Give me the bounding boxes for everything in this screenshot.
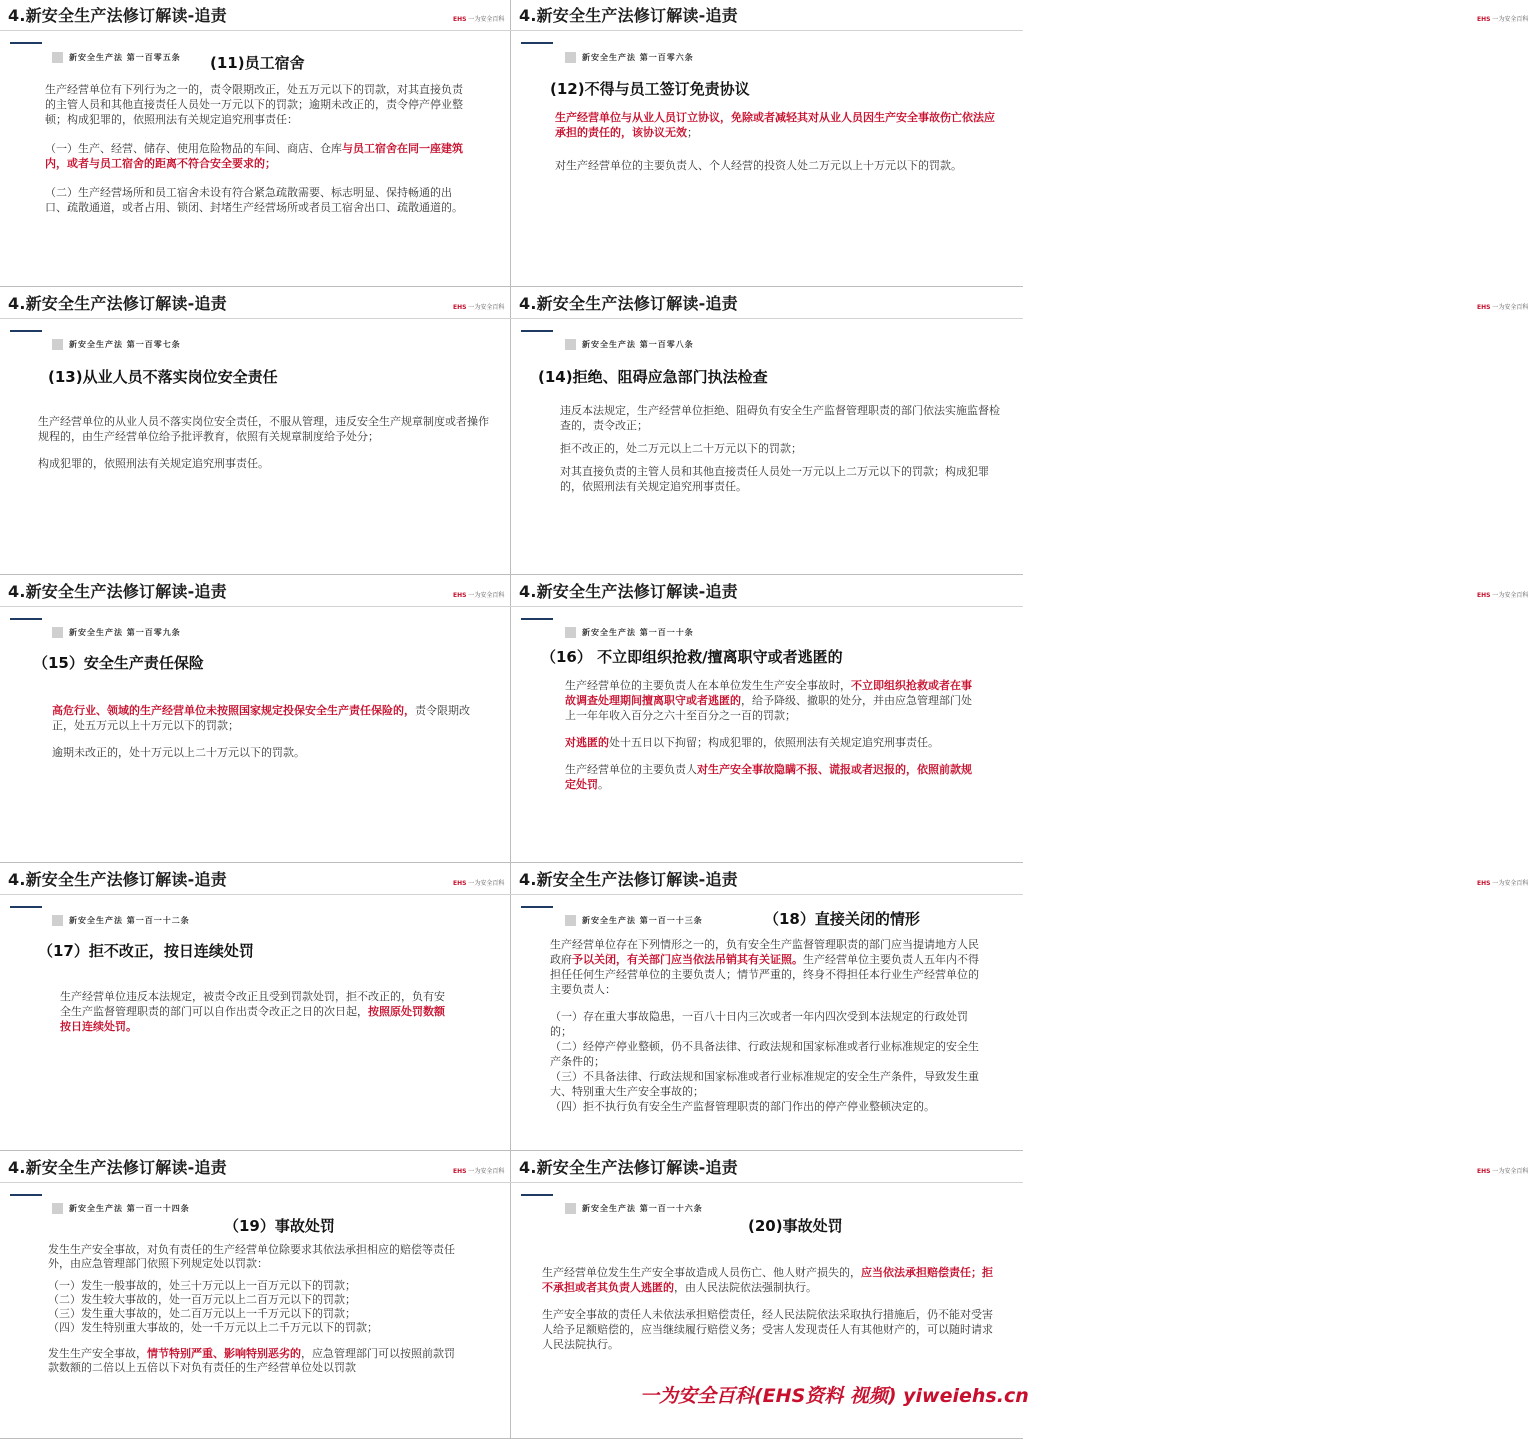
accent-bar — [521, 906, 553, 908]
paragraph — [48, 1321, 458, 1335]
body-text: 对其直接负责的主管人员和其他直接责任人员处一万元以上二万元以下的罚款；构成犯罪的，依照刑法有关规定追究刑事责任。 — [560, 465, 989, 493]
accent-bar — [10, 1194, 42, 1196]
highlight-text: 应当依法承担赔偿责任；拒不承担或者其负责人逃匿的 — [542, 1266, 993, 1294]
slide-title: 4.新安全生产法修订解读-追责 — [519, 870, 738, 889]
section-heading: (14)拒绝、阻碍应急部门执法检查 — [538, 368, 768, 386]
logo-brand: EHS — [453, 880, 467, 887]
paragraph — [565, 678, 980, 723]
article-marker — [52, 915, 63, 926]
body-text: 生产经营单位的从业人员不落实岗位安全责任，不服从管理，违反安全生产规章制度或者操作规程的，由生产经营单位给予批评教育，依照有关规章制度给予处分； — [38, 415, 489, 443]
paragraph — [38, 456, 493, 471]
logo-slogan: 一为安全百科 — [1490, 592, 1528, 599]
paragraph — [542, 1265, 997, 1295]
logo-slogan: 一为安全百科 — [466, 304, 505, 311]
body-text: 生产安全事故的责任人未依法承担赔偿责任，经人民法院依法采取执行措施后，仍不能对受害人给予足额赔偿的，应当继续履行赔偿义务；受害人发现责任人有其他财产的，可以随时请求人民法院执行。 — [542, 1308, 993, 1351]
section-heading: （18）直接关闭的情形 — [764, 910, 920, 928]
section-heading: （17）拒不改正，按日连续处罚 — [38, 942, 254, 960]
body-text: 生产经营单位的主要负责人 — [565, 763, 697, 776]
paragraph — [45, 185, 470, 215]
paragraph — [38, 414, 493, 444]
paragraph — [550, 937, 980, 997]
section-heading: （19）事故处罚 — [224, 1217, 335, 1235]
slide-title: 4.新安全生产法修订解读-追责 — [519, 582, 738, 601]
body-text: （三）不具备法律、行政法规和国家标准或者行业标准规定的安全生产条件，导致发生重大、特别重大生产安全事故的； — [550, 1070, 979, 1098]
article-marker — [52, 1203, 63, 1214]
paragraph — [48, 1243, 458, 1271]
accent-bar — [10, 906, 42, 908]
section-body — [48, 1243, 458, 1375]
logo-slogan: 一为安全百科 — [466, 1168, 505, 1175]
article-label — [52, 915, 190, 926]
paragraph — [555, 110, 995, 140]
title-divider — [511, 1182, 1023, 1183]
paragraph — [550, 1069, 980, 1099]
title-divider — [511, 894, 1023, 895]
body-text: （二）生产经营场所和员工宿舍未设有符合紧急疏散需要、标志明显、保持畅通的出口、疏散通道，或者占用、锁闭、封堵生产经营场所或者员工宿舍出口、疏散通道的。 — [45, 186, 463, 214]
article-marker — [565, 1203, 576, 1214]
article-text: 新安全生产法 第一百零五条 — [69, 53, 181, 62]
logo-slogan: 一为安全百科 — [466, 16, 505, 23]
slide-title: 4.新安全生产法修订解读-追责 — [519, 294, 738, 313]
section-heading: （15）安全生产责任保险 — [33, 654, 204, 672]
body-text: （一）生产、经营、储存、使用危险物品的车间、商店、仓库 — [45, 142, 342, 155]
paragraph — [52, 703, 472, 733]
title-divider — [0, 894, 511, 895]
logo-brand: EHS — [1477, 880, 1491, 887]
highlight-text: 对生产安全事故隐瞒不报、谎报或者迟报的，依照前款规定处罚 — [565, 763, 972, 791]
body-text: 。 — [598, 778, 609, 791]
paragraph — [60, 989, 448, 1034]
slide-title: 4.新安全生产法修订解读-追责 — [8, 870, 227, 889]
body-text: 处十五日以下拘留；构成犯罪的，依照刑法有关规定追究刑事责任。 — [609, 736, 939, 749]
article-label — [52, 1203, 190, 1214]
section-body — [38, 414, 493, 471]
highlight-text: 高危行业、领域的生产经营单位未按照国家规定投保安全生产责任保险的， — [52, 704, 415, 717]
title-divider — [0, 606, 511, 607]
logo-brand: EHS — [453, 592, 467, 599]
body-text: （三）发生重大事故的，处二百万元以上一千万元以下的罚款； — [48, 1307, 356, 1320]
section-heading: (13)从业人员不落实岗位安全责任 — [48, 368, 278, 386]
paragraph — [565, 735, 980, 750]
article-text: 新安全生产法 第一百一十六条 — [582, 1204, 703, 1213]
paragraph — [560, 464, 1002, 494]
body-text: 构成犯罪的，依照刑法有关规定追究刑事责任。 — [38, 457, 269, 470]
article-text: 新安全生产法 第一百零六条 — [582, 53, 694, 62]
body-text: 对生产经营单位的主要负责人、个人经营的投资人处二万元以上十万元以下的罚款。 — [555, 159, 962, 172]
section-heading: (12)不得与员工签订免责协议 — [550, 80, 750, 98]
title-divider — [0, 1182, 511, 1183]
title-divider — [511, 606, 1023, 607]
body-text: 发生生产安全事故，对负有责任的生产经营单位除要求其依法承担相应的赔偿等责任外，由应急管理部门依照下列规定处以罚款： — [48, 1243, 455, 1270]
paragraph — [45, 141, 470, 171]
body-text: 生产经营单位主要负责人五年内不得担任任何生产经营单位的主要负责人；情节严重的，终身不得担任本行业生产经营单位的主要负责人： — [550, 953, 979, 996]
title-divider — [0, 30, 511, 31]
body-text: （四）拒不执行负有安全生产监督管理职责的部门作出的停产停业整顿决定的。 — [550, 1100, 935, 1113]
article-text: 新安全生产法 第一百一十二条 — [69, 916, 190, 925]
paragraph — [542, 1307, 997, 1352]
article-label — [52, 627, 181, 638]
section-heading: (20)事故处罚 — [748, 1217, 843, 1235]
section-heading: （16） 不立即组织抢救/擅离职守或者逃匿的 — [541, 648, 843, 666]
paragraph — [48, 1279, 458, 1293]
paragraph — [48, 1307, 458, 1321]
paragraph — [560, 441, 1002, 456]
title-divider — [511, 318, 1023, 319]
paragraph — [52, 745, 472, 760]
logo-slogan: 一为安全百科 — [1490, 304, 1528, 311]
paragraph — [565, 762, 980, 792]
site-footer: 一为安全百科(EHS资料 视频) yiweiehs.cn — [640, 1385, 1029, 1407]
article-label — [52, 52, 181, 63]
paragraph — [550, 1099, 980, 1114]
article-text: 新安全生产法 第一百一十三条 — [582, 916, 703, 925]
logo-brand: EHS — [453, 16, 467, 23]
body-text: ，给予降级、撤职的处分，并由应急管理部门处上一年年收入百分之六十至百分之一百的罚款； — [565, 694, 972, 722]
logo-slogan: 一为安全百科 — [1490, 16, 1528, 23]
body-text: （一）发生一般事故的，处三十万元以上一百万元以下的罚款； — [48, 1279, 356, 1292]
article-marker — [565, 915, 576, 926]
title-divider — [0, 318, 511, 319]
section-heading: (11)员工宿舍 — [210, 54, 305, 72]
body-text: 违反本法规定，生产经营单位拒绝、阻碍负有安全生产监督管理职责的部门依法实施监督检查的，责令改正； — [560, 404, 1000, 432]
accent-bar — [521, 330, 553, 332]
accent-bar — [521, 42, 553, 44]
logo-brand: EHS — [1477, 304, 1491, 311]
body-text: 生产经营单位发生生产安全事故造成人员伤亡、他人财产损失的， — [542, 1266, 861, 1279]
body-text: （二）发生较大事故的，处一百万元以上二百万元以下的罚款； — [48, 1293, 356, 1306]
logo-slogan: 一为安全百科 — [1490, 880, 1528, 887]
paragraph — [550, 1009, 980, 1039]
body-text: 生产经营单位的主要负责人在本单位发生生产安全事故时， — [565, 679, 851, 692]
body-text: 拒不改正的，处二万元以上二十万元以下的罚款； — [560, 442, 802, 455]
article-text: 新安全生产法 第一百一十条 — [582, 628, 694, 637]
article-marker — [565, 339, 576, 350]
body-text: 生产经营单位存在下列情形之一的，负有安全生产监督管理职责的部门应当提请地方人民政府 — [550, 938, 979, 966]
article-text: 新安全生产法 第一百零八条 — [582, 340, 694, 349]
logo-slogan: 一为安全百科 — [1490, 1168, 1528, 1175]
logo-brand: EHS — [1477, 16, 1491, 23]
logo-brand: EHS — [453, 304, 467, 311]
title-divider — [511, 30, 1023, 31]
section-body — [60, 989, 448, 1034]
body-text: ，应急管理部门可以按照前款罚款数额的二倍以上五倍以下对负有责任的生产经营单位处以罚款 — [48, 1347, 455, 1374]
section-body — [45, 82, 470, 215]
highlight-text: 与员工宿舍在同一座建筑内，或者与员工宿舍的距离不符合安全要求的； — [45, 142, 463, 170]
body-text: 生产经营单位违反本法规定，被责令改正且受到罚款处罚，拒不改正的，负有安全生产监督管理职责的部门可以自作出责令改正之日的次日起， — [60, 990, 445, 1018]
slide-title: 4.新安全生产法修订解读-追责 — [519, 6, 738, 25]
section-body — [565, 678, 980, 792]
slide-title: 4.新安全生产法修订解读-追责 — [519, 1158, 738, 1177]
accent-bar — [10, 42, 42, 44]
logo-slogan: 一为安全百科 — [466, 880, 505, 887]
body-text: ； — [687, 126, 698, 139]
article-label — [52, 339, 181, 350]
article-label — [565, 627, 694, 638]
section-body — [542, 1265, 997, 1352]
paragraph — [48, 1347, 458, 1375]
article-marker — [565, 627, 576, 638]
highlight-text: 情节特别严重、影响特别恶劣的 — [147, 1347, 301, 1360]
accent-bar — [521, 1194, 553, 1196]
slide-title: 4.新安全生产法修订解读-追责 — [8, 582, 227, 601]
article-marker — [52, 339, 63, 350]
body-text: （四）发生特别重大事故的，处一千万元以上二千万元以下的罚款； — [48, 1321, 378, 1334]
paragraph — [555, 158, 995, 173]
logo-brand: EHS — [1477, 592, 1491, 599]
article-marker — [52, 52, 63, 63]
accent-bar — [521, 618, 553, 620]
body-text: 生产经营单位有下列行为之一的，责令限期改正，处五万元以下的罚款，对其直接负责的主管人员和其他直接责任人员处一万元以下的罚款；逾期未改正的，责令停产停业整顿；构成犯罪的，依照刑法有关规定追究刑事责任： — [45, 83, 463, 126]
slide-title: 4.新安全生产法修订解读-追责 — [8, 6, 227, 25]
accent-bar — [10, 330, 42, 332]
slide-title: 4.新安全生产法修订解读-追责 — [8, 1158, 227, 1177]
logo-slogan: 一为安全百科 — [466, 592, 505, 599]
body-text: ，由人民法院依法强制执行。 — [674, 1281, 817, 1294]
accent-bar — [10, 618, 42, 620]
body-text: 发生生产安全事故， — [48, 1347, 147, 1360]
paragraph — [560, 403, 1002, 433]
highlight-text: 不立即组织抢救或者在事故调查处理期间擅离职守或者逃匿的 — [565, 679, 972, 707]
section-body — [550, 937, 980, 1114]
section-body — [555, 110, 995, 173]
highlight-text: 予以关闭，有关部门应当依法吊销其有关证照。 — [572, 953, 803, 966]
slide-title: 4.新安全生产法修订解读-追责 — [8, 294, 227, 313]
article-text: 新安全生产法 第一百零七条 — [69, 340, 181, 349]
article-label — [565, 915, 703, 926]
article-label — [565, 339, 694, 350]
article-label — [565, 1203, 703, 1214]
highlight-text: 生产经营单位与从业人员订立协议，免除或者减轻其对从业人员因生产安全事故伤亡依法应承担的责任的，该协议无效 — [555, 111, 995, 139]
section-body — [52, 703, 472, 760]
paragraph — [550, 1039, 980, 1069]
body-text: 逾期未改正的，处十万元以上二十万元以下的罚款。 — [52, 746, 305, 759]
logo-brand: EHS — [1477, 1168, 1491, 1175]
article-marker — [52, 627, 63, 638]
article-label — [565, 52, 694, 63]
article-text: 新安全生产法 第一百一十四条 — [69, 1204, 190, 1213]
highlight-text: 对逃匿的 — [565, 736, 609, 749]
logo-brand: EHS — [453, 1168, 467, 1175]
body-text: （二）经停产停业整顿，仍不具备法律、行政法规和国家标准或者行业标准规定的安全生产条件的； — [550, 1040, 979, 1068]
paragraph — [45, 82, 470, 127]
article-text: 新安全生产法 第一百零九条 — [69, 628, 181, 637]
section-body — [560, 403, 1002, 494]
article-marker — [565, 52, 576, 63]
body-text: （一）存在重大事故隐患，一百八十日内三次或者一年内四次受到本法规定的行政处罚的； — [550, 1010, 968, 1038]
body-text: 责令限期改正，处五万元以上十万元以下的罚款； — [52, 704, 470, 732]
paragraph — [48, 1293, 458, 1307]
highlight-text: 按照原处罚数额按日连续处罚。 — [60, 1005, 445, 1033]
